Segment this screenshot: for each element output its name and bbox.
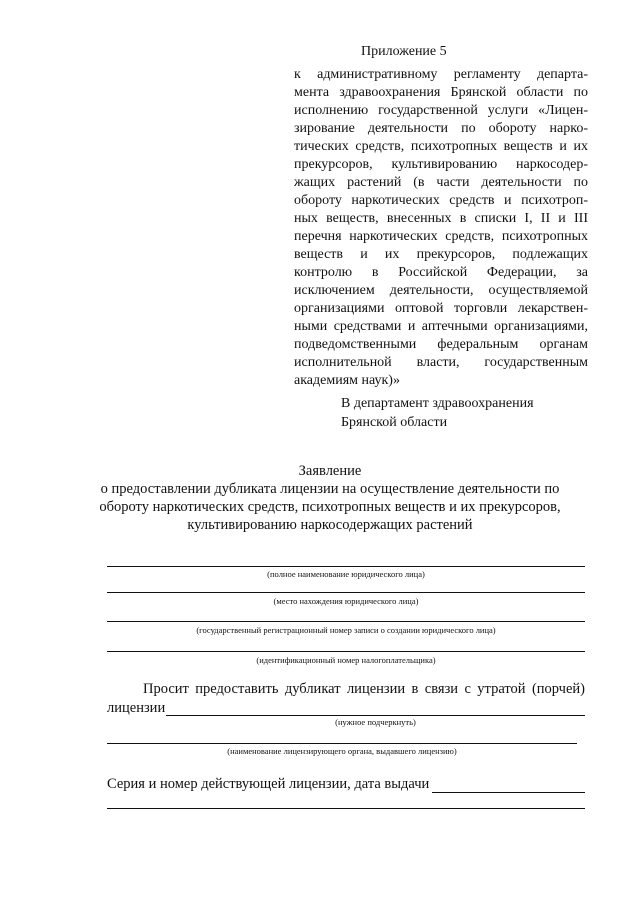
appendix-line: жащих растений (в части деятельности по: [294, 175, 588, 190]
location-line[interactable]: [107, 592, 585, 593]
tax-id-line[interactable]: [107, 651, 585, 652]
legal-name-line[interactable]: [107, 566, 585, 567]
appendix-line: организациями оптовой торговли лекарствен-: [294, 301, 588, 316]
appendix-title: Приложение 5: [361, 44, 447, 59]
statement-subtitle-line: культивированию наркосодержащих растений: [187, 517, 473, 533]
appendix-line: ных веществ, внесенных в списки I, II и III: [294, 211, 588, 226]
request-reason-line[interactable]: [166, 715, 585, 716]
appendix-line: веществ и их прекурсоров, подлежащих: [294, 247, 588, 262]
registration-number-line[interactable]: [107, 621, 585, 622]
addressee-line: В департамент здравоохранения: [341, 396, 534, 411]
appendix-line: ными средствами и аптечными организациями,: [294, 319, 588, 334]
addressee-block: [341, 394, 534, 432]
location-caption: (место нахождения юридического лица): [273, 596, 419, 606]
registration-number-caption: (государственный регистрационный номер записи о создании юридического лица): [196, 625, 496, 635]
appendix-line: академиям наук)»: [294, 373, 400, 388]
addressee-line: Брянской области: [341, 415, 448, 430]
licensing-authority-caption: (наименование лицензирующего органа, выдавшего лицензию): [227, 746, 457, 756]
license-series-continuation-line[interactable]: [107, 808, 585, 809]
statement-title: Заявление: [298, 463, 362, 479]
appendix-line: к административному регламенту департа-: [294, 67, 588, 82]
appendix-line: исключением деятельности, осуществляемой: [294, 283, 588, 298]
appendix-line: исполнительной власти, государственным: [294, 355, 588, 370]
appendix-line: контролю в Российской Федерации, за: [294, 265, 588, 280]
appendix-line: подведомственными федеральным органам: [294, 337, 588, 352]
license-series-line[interactable]: [432, 792, 585, 793]
appendix-line: перечня наркотических средств, психотропных: [294, 229, 588, 244]
licensing-authority-line[interactable]: [107, 743, 577, 744]
appendix-line: обороту наркотических средств и психотроп-: [294, 193, 588, 208]
statement-subtitle-line: обороту наркотических средств, психотропных веществ и их прекурсоров,: [99, 499, 561, 515]
appendix-line: исполнению государственной услуги «Лицен-: [294, 103, 588, 118]
appendix-line: прекурсоров, культивированию наркосодер-: [294, 157, 588, 172]
appendix-line: тических средств, психотропных веществ и их: [294, 139, 588, 154]
underline-caption: (нужное подчеркнуть): [335, 717, 416, 727]
license-series-label: Серия и номер действующей лицензии, дата выдачи: [107, 776, 430, 792]
request-license-label: лицензии: [107, 700, 166, 716]
statement-subtitle-line: о предоставлении дубликата лицензии на осуществление деятельности по: [100, 481, 560, 497]
statement-heading: [80, 462, 580, 534]
legal-name-caption: (полное наименование юридического лица): [267, 569, 425, 579]
appendix-line: зирование деятельности по обороту нарко-: [294, 121, 588, 136]
appendix-description: [294, 66, 588, 390]
appendix-line: мента здравоохранения Брянской области по: [294, 85, 588, 100]
tax-id-caption: (идентификационный номер налогоплательщика): [256, 655, 436, 665]
request-line: Просит предоставить дубликат лицензии в связи с утратой (порчей): [143, 681, 585, 697]
